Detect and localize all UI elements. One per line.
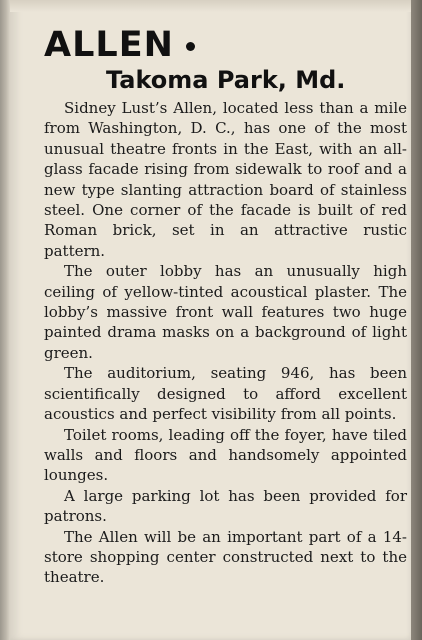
article-body [44,98,407,588]
article-location: Takoma Park, Md. [106,66,346,94]
paragraph-auditorium: The auditorium, seating 946, has been scientifically designed to afford excellent acoustics and perfect visibility from all points. [44,364,407,424]
paragraph-toilet-rooms: Toilet rooms, leading off the foyer, have tiled walls and floors and handsomely appointed lounges. [44,425,407,485]
article-heading [44,20,195,70]
page-gutter [0,0,10,640]
paragraph-facade: Sidney Lust’s Allen, located less than a mile from Washington, D. C., has one of the most unusual theatre fronts in the East, with an all-glass facade rising from sidewalk to roof and a new type slanting attraction board of stainless steel. One corner of the facade is built of red Roman brick, set in an attractive rustic pattern. [44,99,407,260]
paragraph-parking: A large parking lot has been provided for patrons. [44,486,407,526]
paragraph-lobby: The outer lobby has an unusually high ceiling of yellow-tinted acoustical plaster. The lobby’s massive front wall features two huge painted drama masks on a background of light green. [44,262,407,362]
paragraph-shopping-center: The Allen will be an important part of a 14-store shopping center constructed next to the theatre. [44,527,407,587]
page-right-edge [411,0,422,640]
article-title: ALLEN [44,24,174,65]
page-top-edge [10,0,411,12]
bullet-icon [186,42,195,51]
